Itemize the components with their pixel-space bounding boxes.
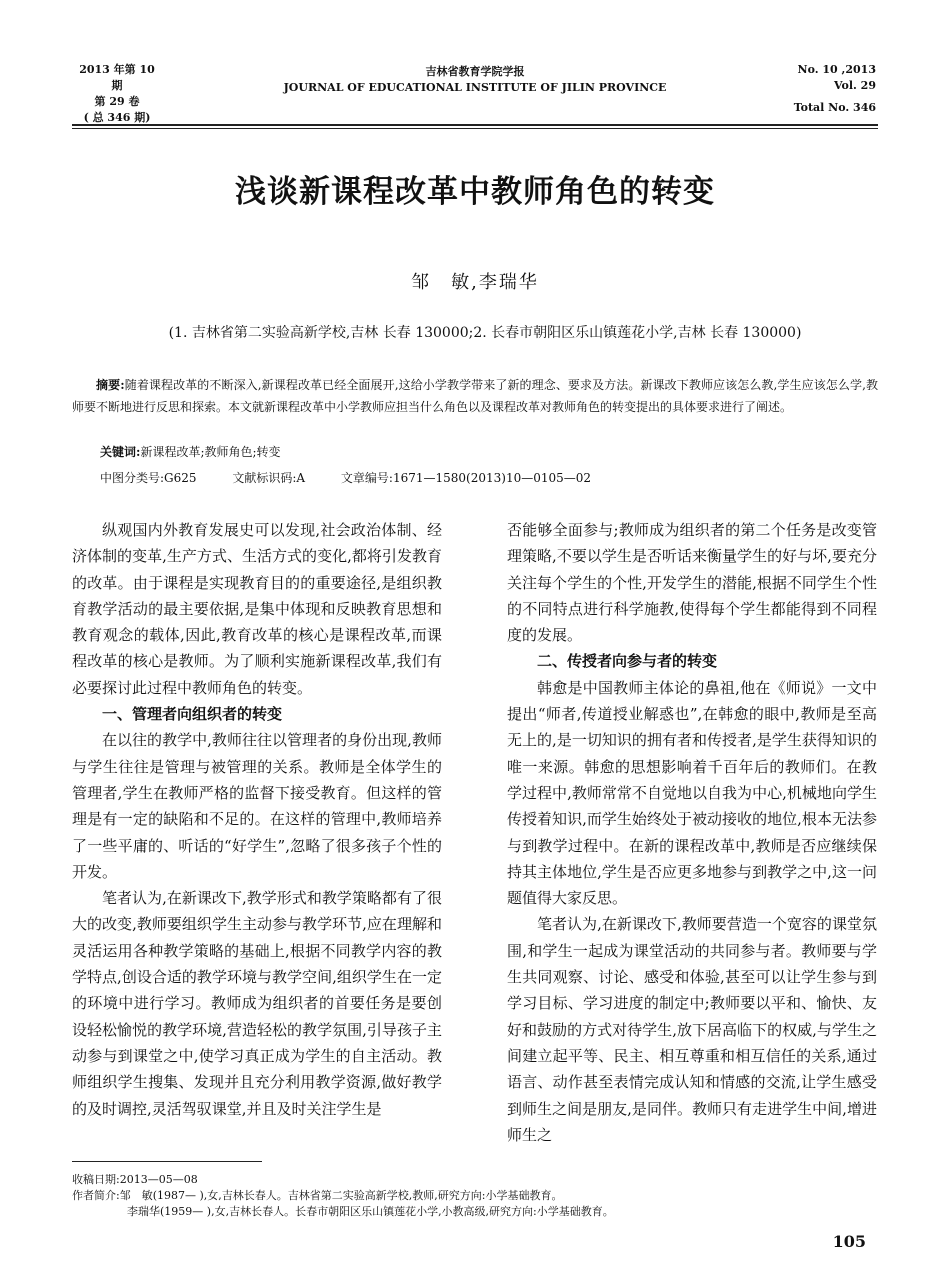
footnotes: [72, 1172, 878, 1220]
issue-year: 2013 年第 10 期: [79, 63, 155, 92]
issue-total: ( 总 346 期): [83, 111, 151, 124]
author-bio-1: 作者简介:邹 敏(1987— ),女,吉林长春人。吉林省第二实验高新学校,教师,研究方向:小学基础教育。: [72, 1189, 563, 1202]
clc-number: 中图分类号:G625: [100, 471, 197, 485]
author-bio-2: 李瑞华(1959— ),女,吉林长春人。长春市朝阳区乐山镇莲花小学,小教高级,研究方向:小学基础教育。: [127, 1205, 614, 1218]
issue-info-en: [794, 62, 876, 116]
abstract-text: 随着课程改革的不断深入,新课程改革已经全面展开,这给小学教学带来了新的理念、要求及方法。新课改下教师应该怎么教,学生应该怎么学,教师要不断地进行反思和探索。本文就新课程改革中小学教师应担当什么角色以及课程改革对教师角色的转变提出的具体要求进行了阐述。: [72, 378, 878, 414]
journal-name-en: JOURNAL OF EDUCATIONAL INSTITUTE OF JILIN PROVINCE: [283, 81, 667, 94]
document-code: 文献标识码:A: [232, 471, 306, 485]
issue-total-en: Total No. 346: [793, 101, 876, 114]
body-column-left: [72, 517, 442, 1122]
issue-vol-en: Vol. 29: [833, 79, 876, 92]
abstract: [72, 374, 878, 418]
issue-no-en: No. 10 ,2013: [797, 63, 876, 76]
paragraph: 纵观国内外教育发展史可以发现,社会政治体制、经济体制的变革,生产方式、生活方式的变化,都将引发教育的改革。由于课程是实现教育目的的重要途径,是组织教育教学活动的最主要依据,是集中体现和反映教育思想和教育观念的载体,因此,教育改革的核心是课程改革,而课程改革的核心是教师。为了顺利实施新课程改革,我们有必要探讨此过程中教师角色的转变。: [72, 521, 442, 697]
journal-header: [0, 62, 950, 122]
issue-volume: 第 29 卷: [94, 95, 140, 108]
page-number: 105: [832, 1232, 866, 1251]
section-heading: 二、传授者向参与者的转变: [537, 652, 718, 671]
journal-name-cn: 吉林省教育学院学报: [425, 65, 525, 78]
abstract-label: 摘要:: [96, 378, 125, 392]
paragraph: 笔者认为,在新课改下,教师要营造一个宽容的课堂氛围,和学生一起成为课堂活动的共同参与者。教师要与学生共同观察、讨论、感受和体验,甚至可以让学生参与到学习目标、学习进度的制定中;教师要以平和、愉快、友好和鼓励的方式对待学生,放下居高临下的权威,与学生之间建立起平等、民主、相互尊重和相互信任的关系,通过语言、动作甚至表情完成认知和情感的交流,让学生感受到师生之间是朋友,是同伴。教师只有走进学生中间,增进师生之: [507, 915, 877, 1144]
authors: 邹 敏,李瑞华: [411, 272, 539, 293]
paragraph: 笔者认为,在新课改下,教学形式和教学策略都有了很大的改变,教师要组织学生主动参与教学环节,应在理解和灵活运用各种教学策略的基础上,根据不同教学内容的教学特点,创设合适的教学环境与教学空间,组织学生在一定的环境中进行学习。教师成为组织者的首要任务是要创设轻松愉悦的教学环境,营造轻松的教学氛围,引导孩子主动参与到课堂之中,使学习真正成为学生的自主活动。教师组织学生搜集、发现并且充分利用教学资源,做好教学的及时调控,灵活驾驭课堂,并且及时关注学生是: [72, 889, 442, 1118]
paragraph: 在以往的教学中,教师往往以管理者的身份出现,教师与学生往往是管理与被管理的关系。教师是全体学生的管理者,学生在教师严格的监督下接受教育。但这样的管理是有一定的缺陷和不足的。在这样的管理中,教师培养了一些平庸的、听话的“好学生”,忽略了很多孩子个性的开发。: [72, 731, 442, 881]
header-rule-thick: [72, 124, 878, 126]
keywords-text: 新课程改革;教师角色;转变: [140, 445, 281, 459]
section-heading: 一、管理者向组织者的转变: [102, 705, 283, 724]
classification-line: [100, 467, 623, 489]
body-column-right: [507, 517, 877, 1148]
keywords: [100, 441, 281, 463]
article-title: 浅谈新课程改革中教师角色的转变: [235, 174, 715, 210]
paragraph-continued: 否能够全面参与;教师成为组织者的第二个任务是改变管理策略,不要以学生是否听话来衡量学生的好与坏,要充分关注每个学生的个性,开发学生的潜能,根据不同学生个性的不同特点进行科学施教,使得每个学生都能得到不同程度的发展。: [507, 521, 877, 645]
received-date: 收稿日期:2013—05—08: [72, 1173, 198, 1186]
footnote-rule: [72, 1161, 262, 1162]
affiliation: (1. 吉林省第二实验高新学校,吉林 长春 130000;2. 长春市朝阳区乐山镇莲花小学,吉林 长春 130000): [168, 325, 802, 341]
article-number: 文章编号:1671—1580(2013)10—0105—02: [340, 471, 592, 485]
paragraph: 韩愈是中国教师主体论的鼻祖,他在《师说》一文中提出“师者,传道授业解惑也”,在韩愈的眼中,教师是至高无上的,是一切知识的拥有者和传授者,是学生获得知识的唯一来源。韩愈的思想影响着千百年后的教师们。在教学过程中,教师常常不自觉地以自我为中心,机械地向学生传授着知识,而学生始终处于被动接收的地位,根本无法参与到教学过程中。在新的课程改革中,教师是否应继续保持其主体地位,学生是否应更多地参与到教学之中,这一问题值得大家反思。: [507, 678, 877, 908]
keywords-label: 关键词:: [100, 445, 141, 459]
header-rule-thin: [72, 128, 878, 129]
